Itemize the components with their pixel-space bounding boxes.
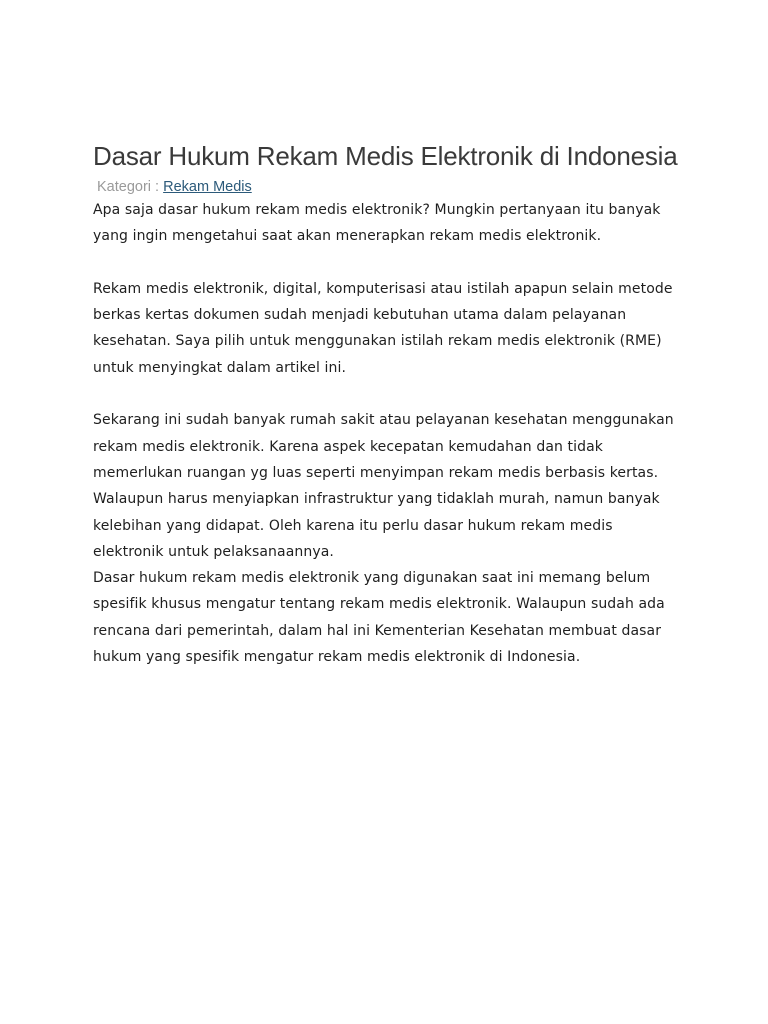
article-title: Dasar Hukum Rekam Medis Elektronik di Indonesia — [93, 141, 678, 171]
category-link[interactable]: Rekam Medis — [163, 179, 252, 195]
paragraph: Apa saja dasar hukum rekam medis elektronik? Mungkin pertanyaan itu banyak yang ingin mengetahui saat akan menerapkan rekam medis elektronik. — [93, 202, 661, 245]
article-category — [97, 177, 683, 197]
category-label: Kategori : — [97, 179, 160, 195]
paragraph: Sekarang ini sudah banyak rumah sakit atau pelayanan kesehatan menggunakan rekam medis elektronik. Karena aspek kecepatan kemudahan dan tidak memerlukan ruangan yg luas seperti menyimpan rekam medis berbasis kertas. Walaupun harus menyiapkan infrastruktur yang tidaklah murah, namun banyak kelebihan yang didapat. Oleh karena itu perlu dasar hukum rekam medis elektronik untuk pelaksanaannya. — [93, 412, 674, 560]
paragraph: Dasar hukum rekam medis elektronik yang digunakan saat ini memang belum spesifik khusus mengatur tentang rekam medis elektronik. Walaupun sudah ada rencana dari pemerintah, dalam hal ini Kementerian Kesehatan membuat dasar hukum yang spesifik mengatur rekam medis elektronik di Indonesia. — [93, 570, 665, 666]
article-body — [93, 197, 683, 670]
paragraph: Rekam medis elektronik, digital, komputerisasi atau istilah apapun selain metode berkas kertas dokumen sudah menjadi kebutuhan utama dalam pelayanan kesehatan. Saya pilih untuk menggunakan istilah rekam medis elektronik (RME) untuk menyingkat dalam artikel ini. — [93, 280, 673, 376]
article — [93, 142, 683, 670]
